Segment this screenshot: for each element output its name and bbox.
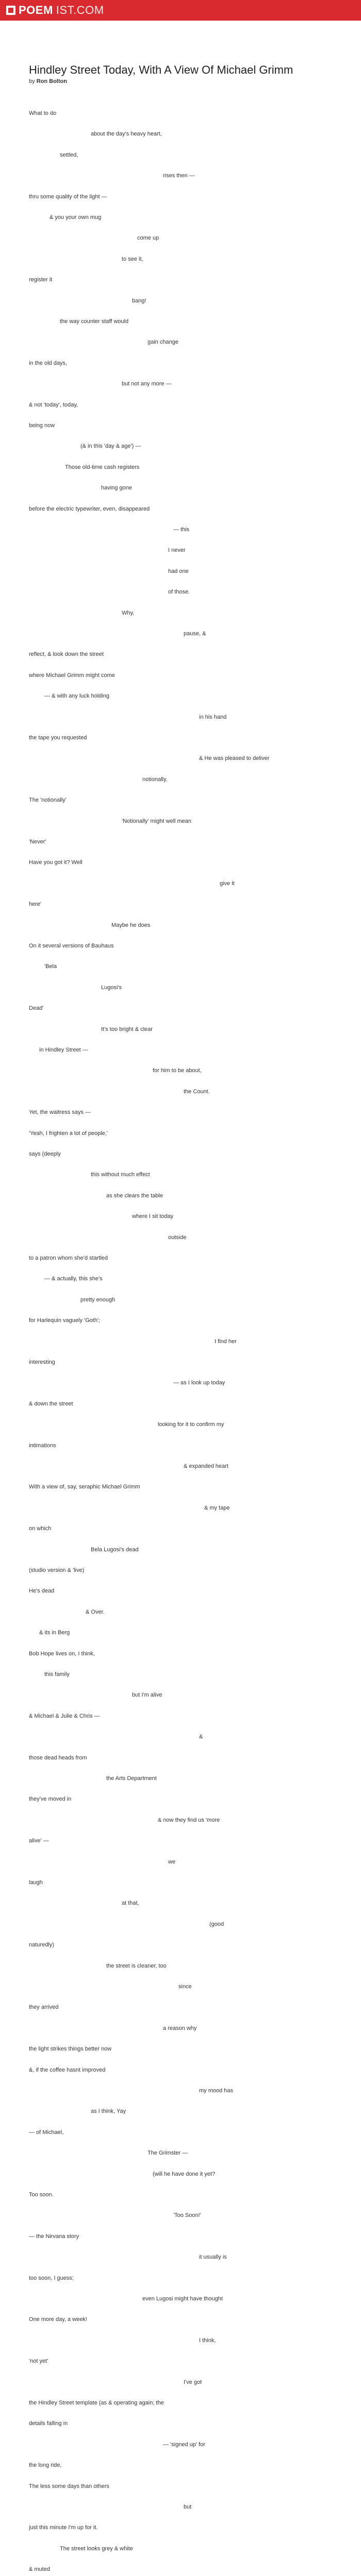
poem-line: The less some days than others [29, 2483, 109, 2489]
poem-line: the Arts Department [106, 1775, 157, 1782]
poem-line: & Over. [86, 1608, 105, 1615]
poem-line: &, if the coffee hasnt improved [29, 2066, 106, 2073]
poem-line: What to do [29, 110, 57, 116]
poem-line: the light strikes things better now [29, 2046, 112, 2053]
poem-line: Lugosi's [101, 984, 122, 991]
poem-line: the way counter staff would [60, 318, 129, 325]
poem-line: it usually is [199, 2254, 227, 2261]
poem-line: where I sit today [132, 1213, 174, 1220]
poem-page [0, 21, 361, 2573]
poem-title: Hindley Street Today, With A View Of Michael Grimm [29, 63, 293, 76]
logo-suffix: IST.COM [56, 4, 104, 16]
poem-line: I never [168, 547, 186, 554]
poem-line: — & with any luck holding [44, 693, 109, 700]
poem-line: (studio version & 'live) [29, 1567, 85, 1573]
poem-line: & muted [29, 2566, 50, 2573]
poem-line: come up [137, 235, 159, 242]
poem-line: bang! [132, 297, 146, 304]
site-logo[interactable] [6, 4, 104, 17]
poem-line: The 'notionally' [29, 797, 67, 804]
poem-line: my mood has [199, 2088, 234, 2094]
poem-line: 'Never' [29, 839, 46, 845]
poem-line: intimations [29, 1442, 56, 1449]
poem-line: alive' — [29, 1838, 49, 1844]
poem-line: One more day, a week! [29, 2316, 87, 2323]
poem-line: naturedly) [29, 1942, 54, 1948]
poem-line: on which [29, 1526, 52, 1532]
poem-line: 'Notionally' might well mean [122, 818, 192, 824]
poem-line: since [178, 1984, 192, 1990]
poem-line: for him to be about, [153, 1067, 202, 1074]
poem-line: too soon, I guess; [29, 2275, 74, 2281]
poem-line: this without much effect [91, 1172, 150, 1178]
poem-line: Bob Hope lives on, I think, [29, 1650, 95, 1657]
poem-line: here' [29, 901, 42, 908]
poem-line: they arrived [29, 2004, 59, 2011]
poem-line: & my tape [204, 1504, 230, 1511]
author-link[interactable]: Ron Bolton [36, 78, 67, 84]
byline-prefix: by [29, 78, 35, 84]
poem-line: With a view of, say, seraphic Michael Grimm [29, 1484, 140, 1490]
poem-line: having gone [101, 485, 132, 492]
poem-line: (good [209, 1921, 224, 1927]
logo-icon [6, 6, 15, 15]
poem-line: It's too bright & clear [101, 1026, 153, 1032]
poem-line: Bela Lugosi's dead [91, 1546, 139, 1553]
poem-line: I think, [199, 2337, 216, 2344]
poem-line: — as I look up today [173, 1380, 225, 1386]
poem-line: — of Michael, [29, 2129, 64, 2136]
poem-line: the long ride, [29, 2462, 62, 2469]
poem-line: the Count. [184, 1088, 210, 1095]
poem-line: being now [29, 422, 55, 429]
poem-line: — & actually, this she's [44, 1276, 103, 1282]
poem-line: & now they find us 'more [158, 1817, 220, 1823]
poem-line: pause, & [184, 631, 206, 637]
poem-line: & not 'today', today, [29, 401, 78, 408]
poem-line: Why, [122, 609, 135, 616]
poem-line: details falling in [29, 2420, 68, 2427]
poem-line: but I'm alive [132, 1692, 162, 1699]
poem-line: even Lugosi might have thought [142, 2296, 223, 2302]
poem-line: & He was pleased to deliver [199, 755, 270, 762]
poem-line: outside [168, 1234, 187, 1241]
poem-line: & you your own mug [50, 214, 102, 221]
poem-line: & expanded heart [184, 1463, 228, 1469]
poem-line: 'Yeah, I frighten a lot of people,' [29, 1130, 108, 1137]
poem-line: we [168, 1858, 176, 1865]
poem-line: the Hindley Street template (as & operating again; the [29, 2400, 164, 2406]
poem-line: rises then — [163, 173, 195, 179]
poem-line: but [184, 2504, 192, 2510]
poem-line: register it [29, 277, 53, 283]
poem-line: as I think, Yay [91, 2108, 126, 2115]
poem-line: before the electric typewriter, even, disappeared [29, 505, 150, 512]
poem-line: of those. [168, 589, 190, 596]
poem-line: Yet, the waitress says — [29, 1109, 91, 1116]
poem-line: at that, [122, 1900, 139, 1907]
poem-line: & down the street [29, 1400, 73, 1407]
poem-line: in his hand [199, 714, 227, 720]
poem-line: says (deeply [29, 1151, 61, 1157]
poem-line: in Hindley Street — [39, 1047, 88, 1053]
poem-line: (will he have done it yet? [153, 2171, 216, 2177]
logo-prefix: POEM [19, 4, 53, 16]
poem-line: in the old days, [29, 360, 67, 366]
poem-line: 'not yet' [29, 2358, 48, 2365]
poem-line: The Grimster — [147, 2150, 188, 2157]
poem-line: Have you got it? Well [29, 859, 83, 866]
poem-line: He's dead [29, 1588, 55, 1595]
poem-line: On it several versions of Bauhaus [29, 943, 114, 949]
poem-line: Those old-time cash registers [65, 464, 140, 470]
poem-line: for Harlequin vaguely 'Goth'; [29, 1317, 101, 1324]
poem-line: the tape you requested [29, 735, 87, 741]
poem-line: where Michael Grimm might come [29, 672, 115, 679]
poem-line: to a patron whom she'd startled [29, 1255, 108, 1261]
poem-line: just this minute I'm up for it. [29, 2524, 98, 2531]
poem-line: interesting [29, 1359, 55, 1365]
poem-line: gain change [147, 339, 178, 346]
poem-line: but not any more — [122, 381, 172, 387]
poem-line: 'Too Soon!' [173, 2212, 201, 2219]
poem-line: Too soon. [29, 2192, 54, 2198]
poem-line: thru some quality of the light — [29, 193, 107, 200]
poem-line: settled, [60, 151, 78, 158]
poem-line: had one [168, 568, 189, 574]
poem-line: — this [173, 527, 190, 533]
poem-line: those dead heads from [29, 1754, 87, 1761]
poem-line: & Michael & Julie & Chris — [29, 1713, 100, 1719]
poem-line: the street is cleaner, too [106, 1962, 167, 1969]
poem-line: (& in this 'day & age') — [80, 443, 141, 450]
poem-line: Dead' [29, 1005, 44, 1012]
poem-line: pretty enough [80, 1296, 116, 1303]
poem-line: Maybe he does [111, 922, 151, 928]
poem-line: & its in Berg [39, 1630, 70, 1636]
poem-line: give it [220, 880, 235, 887]
poem-line: about the day's heavy heart, [91, 131, 162, 138]
poem-line: I find her [215, 1338, 237, 1345]
byline [29, 78, 332, 84]
poem-line: The street looks grey & white [60, 2545, 133, 2552]
poem-line: to see it, [122, 256, 143, 262]
poem-line: & [199, 1734, 203, 1740]
site-header [0, 0, 361, 21]
poem-line: they've moved in [29, 1796, 72, 1803]
poem-line: reflect, & look down the street [29, 651, 104, 658]
poem-line: laugh [29, 1879, 43, 1886]
poem-line: a reason why [163, 2025, 197, 2031]
poem-line: — 'signed up' for [163, 2441, 205, 2448]
poem-line: as she clears the table [106, 1192, 163, 1199]
poem-line: notionally. [142, 776, 168, 783]
poem-line: — the Nirvana story [29, 2233, 79, 2240]
poem-line: this family [44, 1671, 70, 1677]
poem-line: looking for it to confirm my [158, 1421, 224, 1428]
poem-line: 'Bela [44, 963, 57, 970]
poem-line: I've got [184, 2379, 202, 2385]
